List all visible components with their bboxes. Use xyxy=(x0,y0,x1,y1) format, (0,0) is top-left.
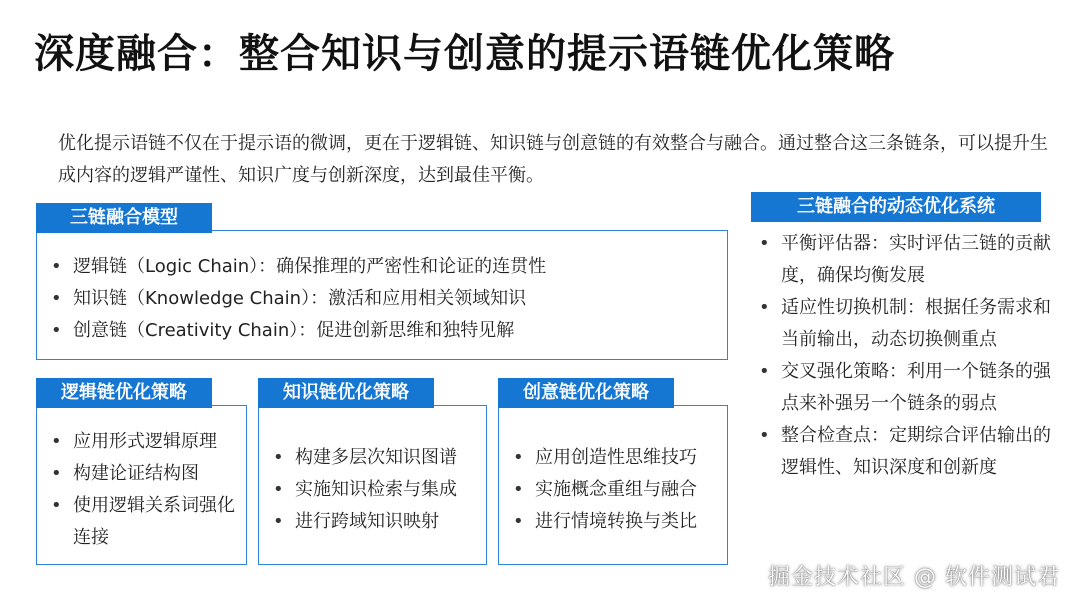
list-item: • 知识链（Knowledge Chain）：激活和应用相关领域知识 xyxy=(43,283,713,315)
logic-list xyxy=(43,426,239,554)
list-item: • 进行跨域知识映射 xyxy=(265,506,481,538)
list-item: • 平衡评估器：实时评估三链的贡献度，确保均衡发展 xyxy=(751,228,1051,292)
list-item: • 应用创造性思维技巧 xyxy=(505,442,723,474)
page-title: 深度融合：整合知识与创意的提示语链优化策略 xyxy=(34,31,895,77)
logic-tag: 逻辑链优化策略 xyxy=(36,378,212,408)
list-item: • 适应性切换机制：根据任务需求和当前输出，动态切换侧重点 xyxy=(751,292,1051,356)
creativity-box xyxy=(498,405,728,565)
creativity-tag: 创意链优化策略 xyxy=(498,378,674,408)
list-item: • 进行情境转换与类比 xyxy=(505,506,723,538)
model-list xyxy=(43,251,713,347)
list-item: • 实施概念重组与融合 xyxy=(505,474,723,506)
list-item: • 创意链（Creativity Chain）：促进创新思维和独特见解 xyxy=(43,315,713,347)
list-item: • 构建多层次知识图谱 xyxy=(265,442,481,474)
dynamic-list xyxy=(751,228,1051,484)
list-item: • 交叉强化策略：利用一个链条的强点来补强另一个链条的弱点 xyxy=(751,356,1051,420)
model-box xyxy=(36,230,728,360)
intro-paragraph: 优化提示语链不仅在于提示语的微调，更在于逻辑链、知识链与创意链的有效整合与融合。通过整合这三条链条，可以提升生成内容的逻辑严谨性、知识广度与创新深度，达到最佳平衡。 xyxy=(58,133,1048,186)
watermark: 掘金技术社区 @ 软件测试君 xyxy=(768,565,1060,590)
creativity-list xyxy=(505,442,723,538)
list-item: • 构建论证结构图 xyxy=(43,458,239,490)
dynamic-tag: 三链融合的动态优化系统 xyxy=(751,192,1041,222)
model-tag: 三链融合模型 xyxy=(36,203,212,233)
list-item: • 实施知识检索与集成 xyxy=(265,474,481,506)
knowledge-tag: 知识链优化策略 xyxy=(258,378,434,408)
logic-box xyxy=(36,405,247,565)
knowledge-list xyxy=(265,442,481,538)
list-item: • 整合检查点：定期综合评估输出的逻辑性、知识深度和创新度 xyxy=(751,420,1051,484)
list-item: • 应用形式逻辑原理 xyxy=(43,426,239,458)
knowledge-box xyxy=(258,405,487,565)
list-item: • 逻辑链（Logic Chain）：确保推理的严密性和论证的连贯性 xyxy=(43,251,713,283)
list-item: • 使用逻辑关系词强化连接 xyxy=(43,490,239,554)
